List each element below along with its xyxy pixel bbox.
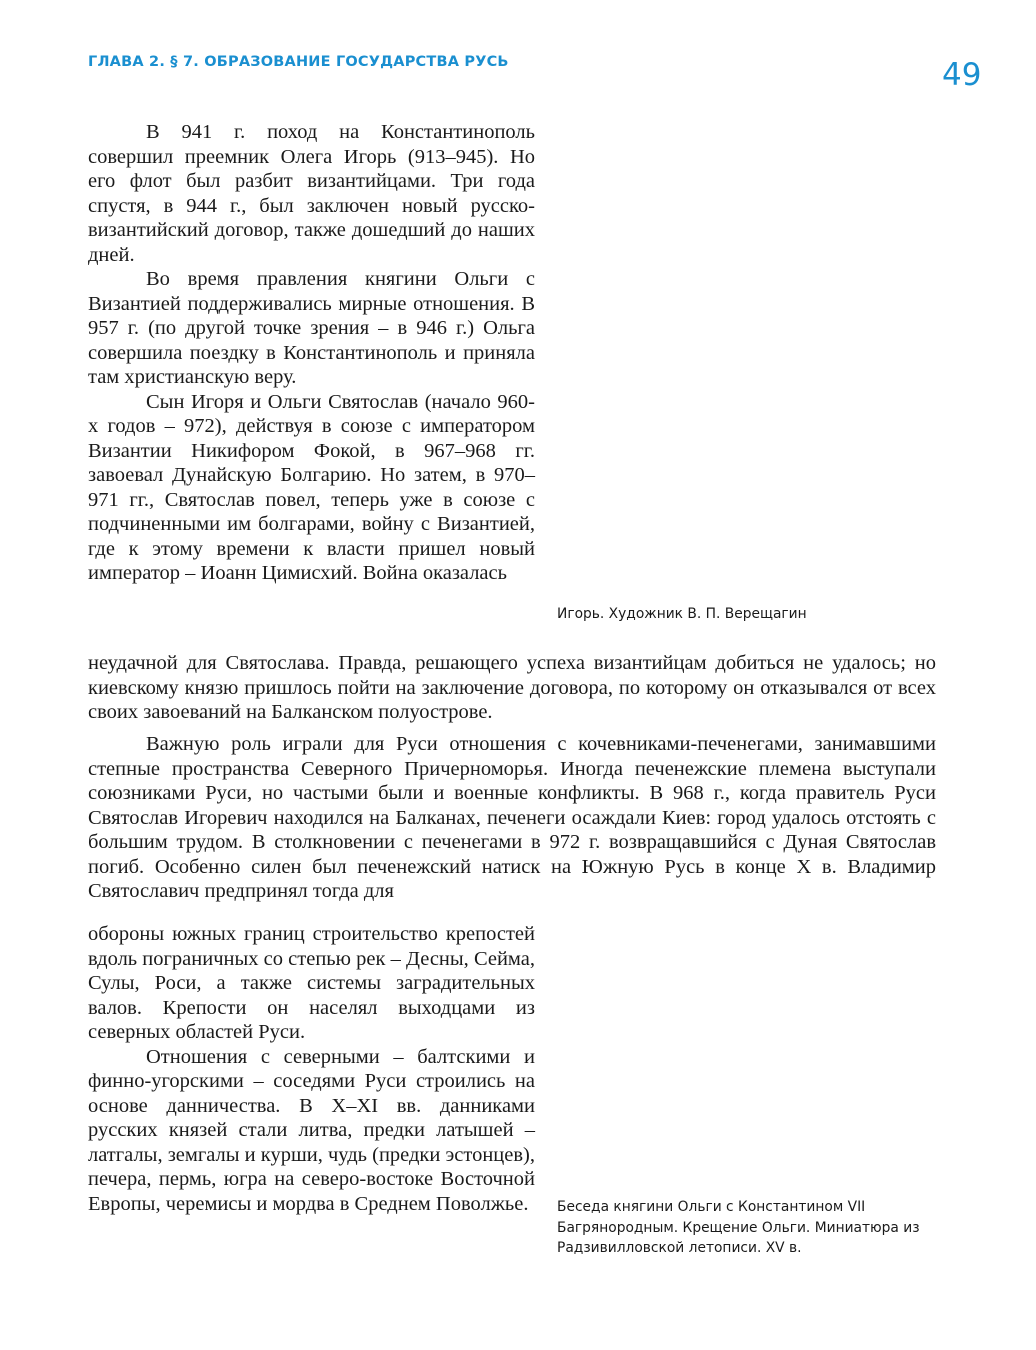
paragraph-olga-reign: Во время правления княгини Ольги с Византией поддерживались мирные отношения. В 957 г. (по другой точке зрения – в 946 г.) Ольга совершила поездку в Константинополь и приняла там христианскую веру. — [88, 268, 535, 388]
paragraph-svyatoslav-end — [88, 651, 936, 725]
paragraph-pechenegs — [88, 732, 936, 904]
caption-olga-miniature: Беседа княгини Ольги с Константином VII Багрянородным. Крещение Ольги. Миниатюра из Радзивилловской летописи. XV в. — [557, 1199, 920, 1256]
text-column-top — [88, 120, 535, 586]
running-header: ГЛАВА 2. § 7. ОБРАЗОВАНИЕ ГОСУДАРСТВА РУСЬ — [88, 54, 509, 70]
paragraph-northern-neighbors: Отношения с северными – балтскими и финно-угорскими – соседями Руси строились на основе данничества. В X–XI вв. данниками русских князей стали литва, предки латышей – латгалы, земгалы и курши, чудь (предки эстонцев), печера, пермь, югра на северо-востоке Восточной Европы, черемисы и мордва в Среднем Поволжье. — [88, 1045, 535, 1215]
text-column-bottom — [88, 922, 535, 1216]
paragraph-pechenegs-text: Важную роль играли для Руси отношения с кочевниками-печенегами, занимавшими степные пространства Северного Причерноморья. Иногда печенежские племена выступали союзниками Руси, но частыми были и военные конфликты. В 968 г., когда правитель Руси Святослав Игоревич находился на Балканах, печенеги осаждали Киев: город удалось отстоять с большим трудом. В столкновении с печенегами в 972 г. возвращавшийся с Дуная Святослав погиб. Особенно силен был печенежский натиск на Южную Русь в конце X в. Владимир Святославич предпринял тогда для — [88, 733, 936, 902]
paragraph-igor-campaign: В 941 г. поход на Константинополь совершил преемник Олега Игорь (913–945). Но его флот был разбит византийцами. Три года спустя, в 944 г., был заключен новый русско-византийский договор, также дошедший до наших дней. — [88, 121, 535, 266]
paragraph-fortresses: обороны южных границ строительство крепостей вдоль пограничных со степью рек – Десны, Сейма, Сулы, Роси, а также системы заградительных валов. Крепости он населял выходцами из северных областей Руси. — [88, 923, 535, 1043]
paragraph-svyatoslav-continuation: неудачной для Святослава. Правда, решающего успеха византийцам добиться не удалось; но киевскому князю пришлось пойти на заключение договора, по которому он отказывался от всех своих завоеваний на Балканском полуострове. — [88, 652, 936, 723]
caption-igor-painting: Игорь. Художник В. П. Верещагин — [557, 606, 807, 622]
page-number: 49 — [942, 57, 982, 93]
paragraph-svyatoslav-start: Сын Игоря и Ольги Святослав (начало 960-х годов – 972), действуя в союзе с императором Византии Никифором Фокой, в 967–968 гг. завоевал Дунайскую Болгарию. Но затем, в 970–971 гг., Святослав повел, теперь уже в союзе с подчиненными им болгарами, войну с Византией, где к этому времени к власти пришел новый император – Иоанн Цимисхий. Война оказалась — [88, 390, 535, 584]
